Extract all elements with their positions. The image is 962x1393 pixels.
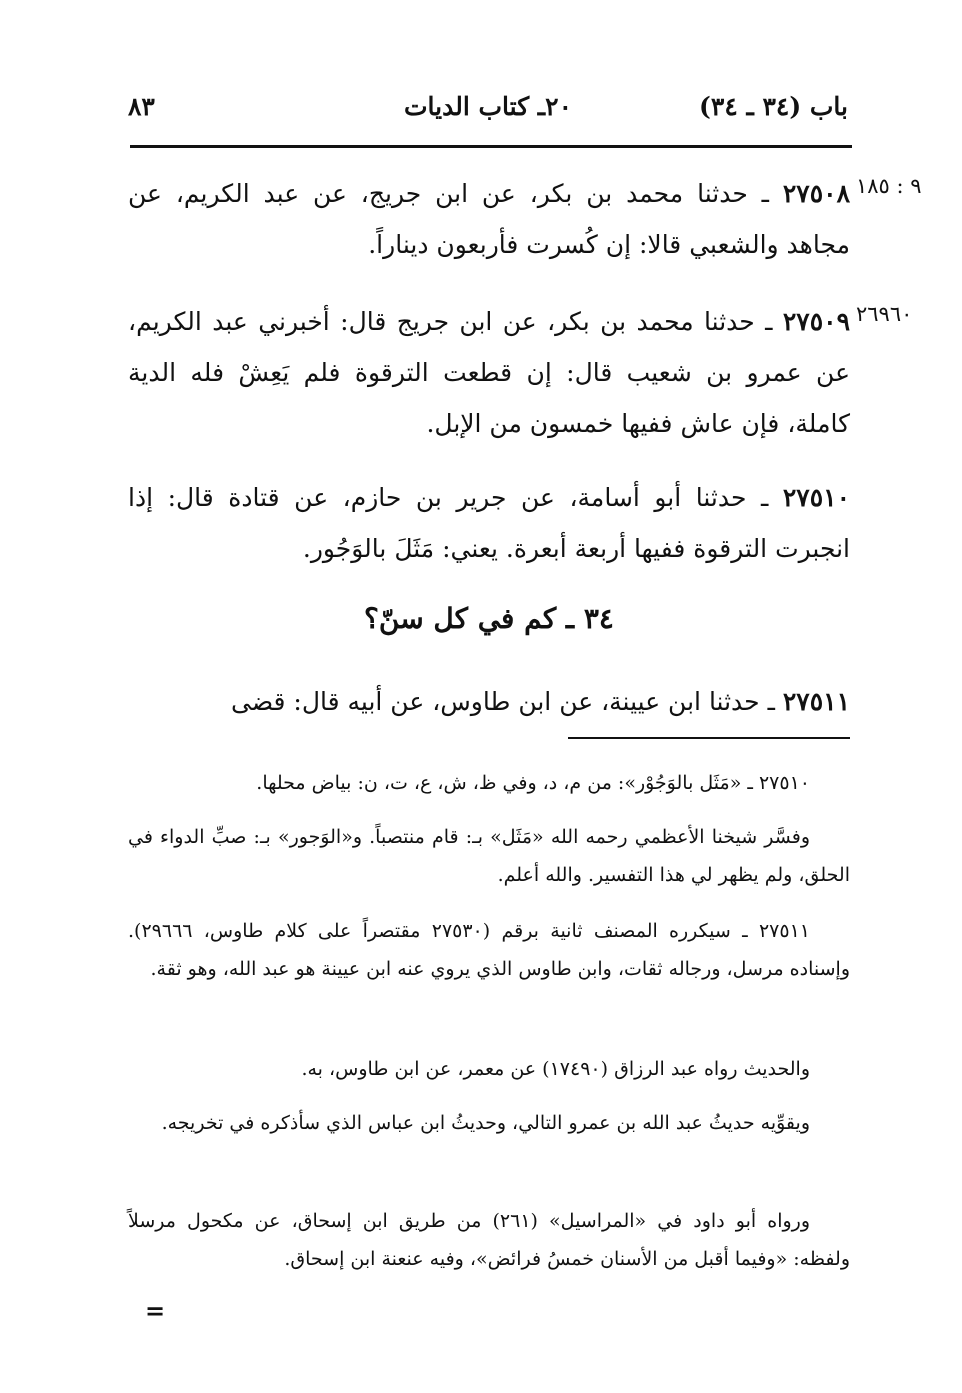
hadith-number: ٢٧٥٠٩ (782, 307, 850, 336)
continuation-mark: = (145, 1296, 166, 1325)
hadith-number: ٢٧٥١٠ (782, 483, 850, 512)
footnote-text: ٢٧٥١١ ـ سيكرره المصنف ثانية برقم (٢٧٥٣٠ مقتصراً على كلام طاوس، ٢٩٦٦٦). وإسناده مرسل، ورجاله ثقات، وابن طاوس الذي يروي عنه ابن عيينة هو عبد الله، وهو ثقة. (128, 920, 850, 980)
hadith-text: ـ حدثنا أبو أسامة، عن جرير بن حازم، عن قتادة قال: إذا انجبرت الترقوة ففيها أربعة أبعرة. يعني: مَثَلَ بالوَجُور. (128, 483, 850, 563)
hadith-paragraph (128, 472, 850, 574)
footnote (128, 912, 850, 988)
hadith-paragraph (128, 296, 850, 449)
header-chapter-range: باب (٣٤ ـ ٣٤) (699, 92, 848, 121)
footnote (128, 1050, 850, 1088)
hadith-text: ـ حدثنا محمد بن بكر، عن ابن جريج قال: أخبرني عبد الكريم، عن عمرو بن شعيب قال: إن قطعت الترقوة فلم يَعِشْ فله الدية كاملة، فإن عاش ففيها خمسون من الإبل. (128, 307, 850, 438)
hadith-paragraph (128, 168, 850, 270)
hadith-paragraph (128, 676, 850, 727)
page-number: ٨٣ (128, 92, 155, 121)
hadith-text: ـ حدثنا ابن عيينة، عن ابن طاوس، عن أبيه قال: قضى (230, 687, 783, 716)
footnote-text: ٢٧٥١٠ ـ «مَثَل بالوَجُوْر»: من م، د، وفي ظ، ش، ع، ت، ن: بياض محلها. (256, 772, 810, 794)
footnote (128, 764, 850, 802)
header-rule (130, 145, 852, 148)
hadith-number: ٢٧٥٠٨ (782, 179, 850, 208)
footnote-text: ورواه أبو داود في «المراسيل» (٢٦١) من طريق ابن إسحاق، عن مكحول مرسلاً ولفظه: «وفيما أقبل من الأسنان خمسُ فرائض»، وفيه عنعنة ابن إسحاق. (128, 1210, 850, 1270)
header-book-title: ٢٠ـ كتاب الديات (404, 92, 572, 121)
footnote-separator (568, 737, 850, 739)
footnote-text: وفسَّر شيخنا الأعظمي رحمه الله «مَثَل» بـ: قام منتصباً. و«الوَجور» بـ: صبِّ الدواء في الحلق، ولم يظهر لي هذا التفسير. والله أعلم. (128, 826, 850, 886)
hadith-number: ٢٧٥١١ (782, 687, 850, 716)
footnote (128, 818, 850, 894)
hadith-text: ـ حدثنا محمد بن بكر، عن ابن جريج، عن عبد الكريم، عن مجاهد والشعبي قالا: إن كُسرت فأربعون ديناراً. (128, 179, 850, 259)
footnote (128, 1104, 850, 1142)
footnote (128, 1202, 850, 1278)
margin-reference: ٢٦٩٦٠ (856, 302, 913, 326)
running-header (128, 92, 848, 132)
footnote-text: والحديث رواه عبد الرزاق (١٧٤٩٠) عن معمر، عن ابن طاوس، به. (301, 1058, 810, 1080)
chapter-heading: ٣٤ ـ كم في كل سنّ؟ (364, 602, 614, 635)
footnote-text: ويقوِّيه حديثُ عبد الله بن عمرو التالي، وحديثُ ابن عباس الذي سأذكره في تخريجه. (161, 1112, 810, 1134)
margin-reference: ٩ : ١٨٥ (856, 174, 922, 198)
